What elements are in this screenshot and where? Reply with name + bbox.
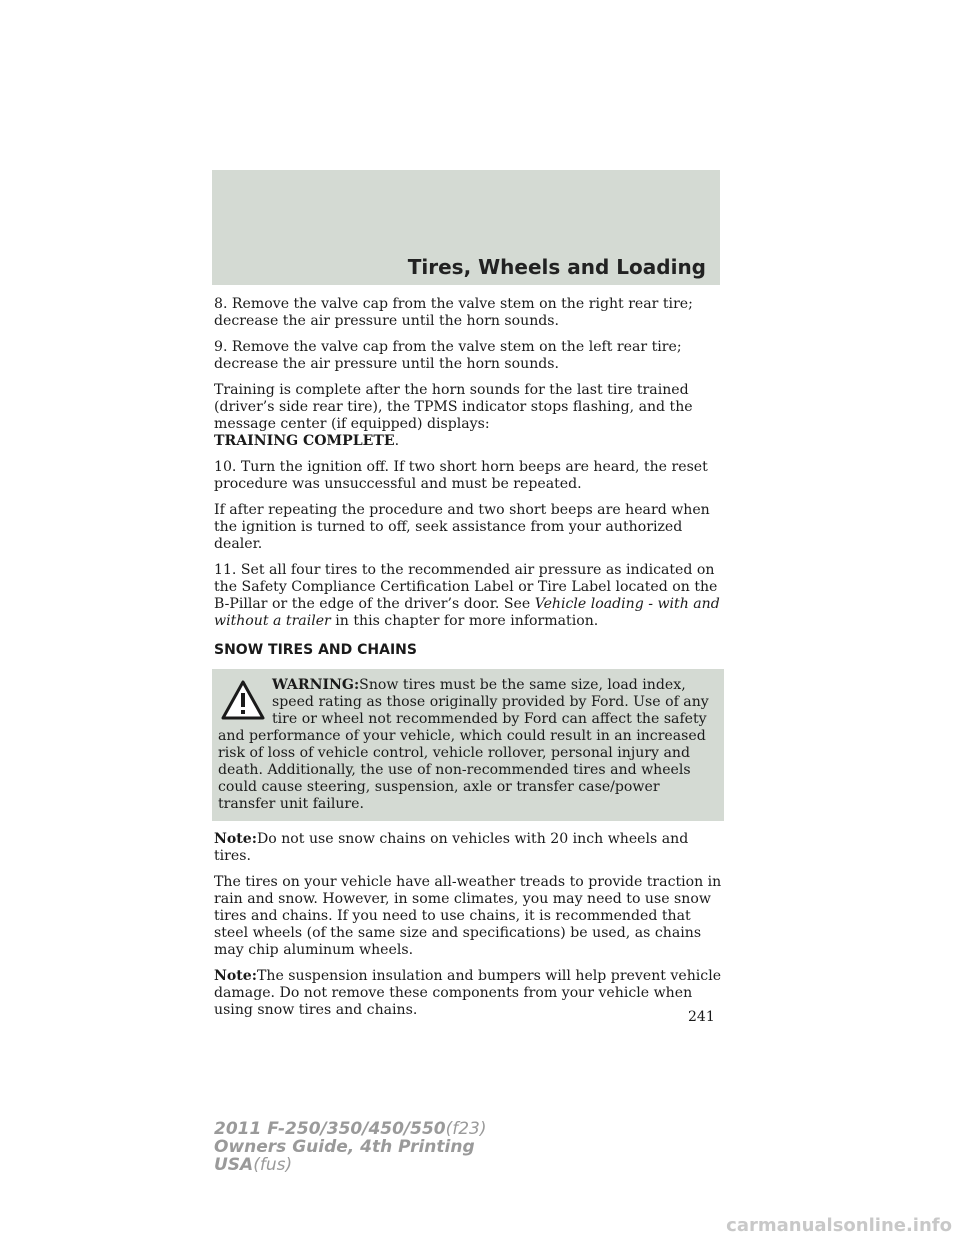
- training-complete-paragraph: [214, 382, 722, 450]
- page-number: 241: [688, 1009, 715, 1025]
- step-8: 8. Remove the valve cap from the valve stem on the right rear tire; decrease the air pressure until the horn sounds.: [214, 296, 693, 329]
- page-content: [214, 296, 722, 1028]
- note-text: Do not use snow chains on vehicles with 20 inch wheels and tires.: [214, 831, 689, 864]
- training-text: Training is complete after the horn sounds for the last tire trained (driver’s side rear tire), the TPMS indicator stops flashing, and the message center (if equipped) displays:: [214, 382, 693, 432]
- note-suspension: [214, 968, 722, 1019]
- step-11-end: in this chapter for more information.: [330, 613, 599, 629]
- document-footer: [214, 1120, 487, 1174]
- training-message: TRAINING COMPLETE: [214, 433, 395, 449]
- footer-market: USA: [214, 1155, 254, 1175]
- chapter-header-band: [212, 170, 720, 285]
- footer-model: 2011 F-250/350/450/550: [214, 1119, 446, 1139]
- section-heading-snow-tires: SNOW TIRES AND CHAINS: [214, 642, 417, 658]
- all-weather-treads-paragraph: The tires on your vehicle have all-weather treads to provide traction in rain and snow. However, in some climates, you may need to use snow tires and chains. If you need to use chains, it is recommended that steel wheels (of the same size and specifications) be used, as chains may chip aluminum wheels.: [214, 874, 722, 958]
- footer-model-line: [214, 1120, 487, 1138]
- chapter-title: Tires, Wheels and Loading: [407, 255, 706, 279]
- vehicle-loading-reference: Vehicle loading - with and without a trailer: [214, 596, 720, 629]
- watermark-text: carmanualsonline.info: [726, 1215, 952, 1236]
- note-label: Note:: [214, 831, 257, 847]
- warning-triangle-icon: [220, 679, 266, 721]
- footer-market-code: (fus): [253, 1155, 293, 1175]
- warning-box: [212, 669, 724, 821]
- footer-market-line: [214, 1156, 487, 1174]
- footer-model-code: (f23): [445, 1119, 487, 1139]
- note-snow-chains: [214, 831, 722, 865]
- warning-text: [218, 677, 718, 813]
- step-11-text: 11. Set all four tires to the recommended air pressure as indicated on the Safety Compliance Certification Label or Tire Label located on the B-Pillar or the edge of the driver’s door. See: [214, 562, 718, 612]
- warning-body: Snow tires must be the same size, load index, speed rating as those originally provided by Ford. Use of any tire or wheel not recommended by Ford can affect the safety and performance of your vehicle, which could result in an increased risk of loss of vehicle control, vehicle rollover, personal injury and death. Additionally, the use of non-recommended tires and wheels could cause steering, suspension, axle or transfer case/power transfer unit failure.: [218, 677, 709, 812]
- note-label: Note:: [214, 968, 257, 984]
- step-11: [214, 562, 722, 630]
- repeat-paragraph: If after repeating the procedure and two short beeps are heard when the ignition is turned to off, seek assistance from your authorized dealer.: [214, 502, 710, 552]
- step-9: 9. Remove the valve cap from the valve stem on the left rear tire; decrease the air pressure until the horn sounds.: [214, 339, 682, 372]
- footer-printing-line: Owners Guide, 4th Printing: [214, 1137, 475, 1157]
- note-text: The suspension insulation and bumpers will help prevent vehicle damage. Do not remove these components from your vehicle when using snow tires and chains.: [214, 968, 722, 1018]
- step-10: 10. Turn the ignition off. If two short horn beeps are heard, the reset procedure was unsuccessful and must be repeated.: [214, 459, 708, 492]
- warning-label: WARNING:: [272, 677, 360, 693]
- training-period: .: [394, 433, 400, 449]
